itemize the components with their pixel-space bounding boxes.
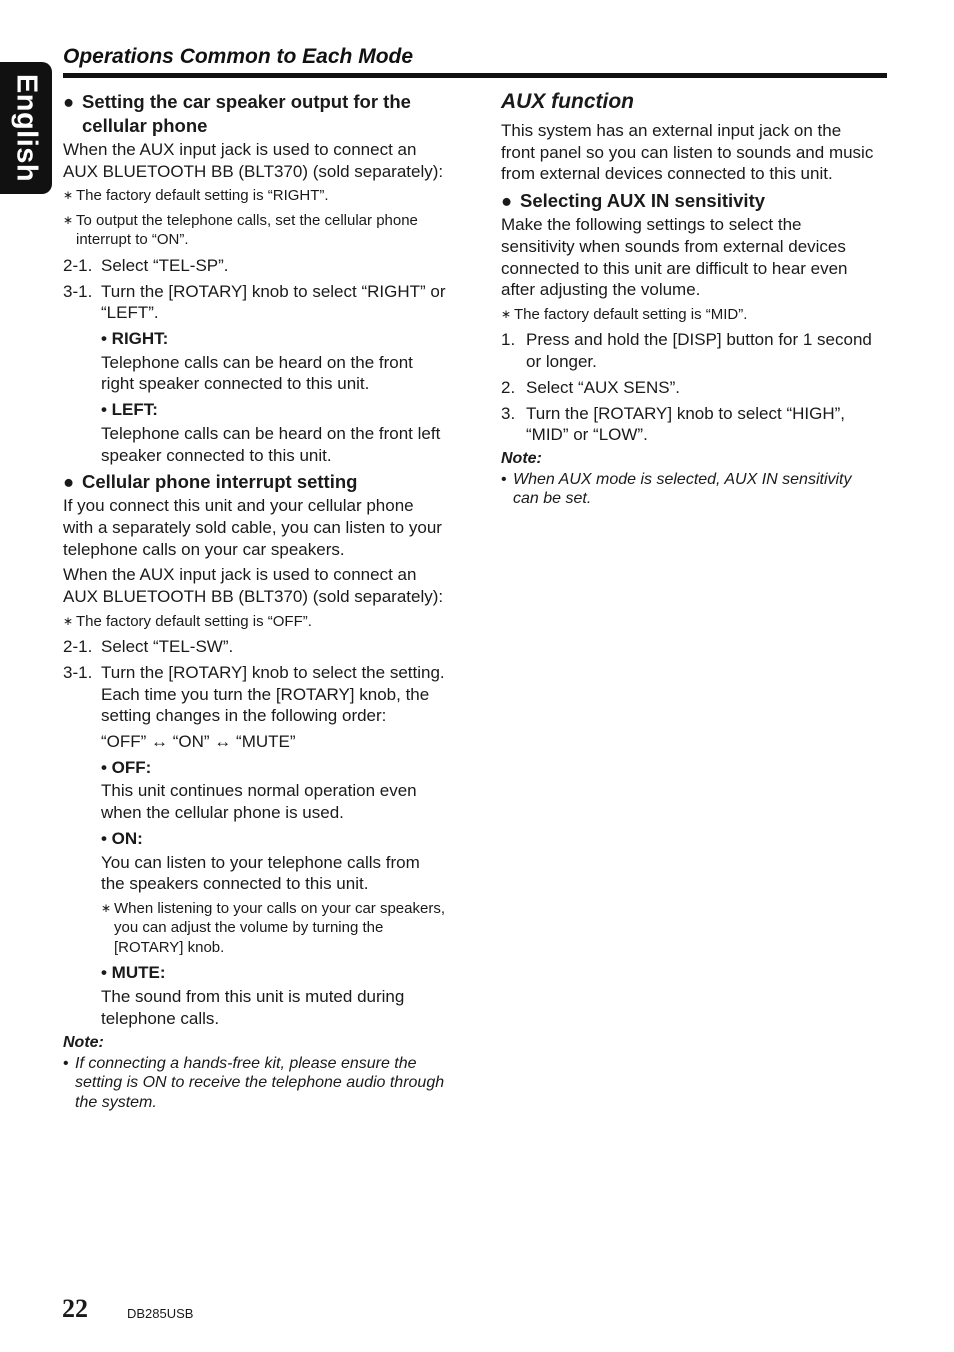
step-text: Select “TEL-SP”. [101, 255, 229, 275]
left-column [63, 90, 448, 1112]
option-label: • LEFT: [101, 400, 158, 420]
paragraph: If you connect this unit and your cellular phone with a separately sold cable, you can listen to your telephone calls on your car speakers. [63, 496, 442, 559]
note-heading: Note: [63, 1033, 104, 1051]
step [501, 377, 876, 399]
asterisk-icon: ∗ [63, 212, 74, 227]
section-title: AUX function [501, 90, 634, 113]
language-tab-label: English [10, 73, 43, 183]
paragraph: When the AUX input jack is used to connect an AUX BLUETOOTH BB (BLT370) (sold separately): [63, 140, 444, 181]
bullet-icon: • [63, 1054, 69, 1072]
step-text: Press and hold the [DISP] button for 1 second or longer. [526, 330, 872, 372]
paragraph: Make the following settings to select the sensitivity when sounds from external devices connected to this unit are difficult to hear even after adjusting the volume. [501, 215, 848, 300]
option-text: Telephone calls can be heard on the front right speaker connected to this unit. [101, 352, 413, 394]
step-text: Select “AUX SENS”. [526, 377, 680, 397]
language-tab [0, 62, 52, 194]
step-number: 2-1. [63, 637, 93, 657]
step-text: Turn the [ROTARY] knob to select “RIGHT” or “LEFT”. [101, 281, 446, 323]
header-rule [63, 73, 887, 78]
option-label: • RIGHT: [101, 329, 169, 349]
step-number: 2. [501, 377, 516, 397]
asterisk-note: ∗ To output the telephone calls, set the cellular phone interrupt to “ON”. [63, 211, 418, 249]
step-text: Turn the [ROTARY] knob to select the setting. Each time you turn the [ROTARY] knob, the setting changes in the following order: [101, 662, 445, 726]
option-label: • OFF: [101, 757, 152, 777]
section-heading: ● Cellular phone interrupt setting [63, 471, 358, 493]
step-number: 3-1. [63, 281, 93, 301]
factory-default-note: ∗ The factory default setting is “MID”. [501, 305, 748, 323]
step-text: Select “TEL-SW”. [101, 637, 234, 657]
bullet-icon: • [501, 470, 507, 488]
bullet-icon: ● [501, 190, 513, 212]
step-number: 3. [501, 403, 516, 423]
note-heading: Note: [501, 449, 542, 467]
step [63, 662, 448, 727]
note: • If connecting a hands-free kit, please ensure the setting is ON to receive the telephone audio through the system. [63, 1054, 445, 1111]
step [63, 281, 448, 324]
bullet-icon: ● [63, 91, 75, 112]
page-header: Operations Common to Each Mode [63, 45, 414, 68]
option-text: You can listen to your telephone calls from the speakers connected to this unit. [101, 852, 420, 894]
asterisk-icon: ∗ [101, 900, 112, 915]
step-number: 2-1. [63, 255, 93, 275]
asterisk-icon: ∗ [63, 188, 74, 203]
option-label: • MUTE: [101, 963, 166, 983]
step-number: 1. [501, 330, 516, 350]
setting-order: “OFF” ↔ “ON” ↔ “MUTE” [101, 732, 296, 752]
bullet-icon: ● [63, 471, 75, 493]
step-number: 3-1. [63, 662, 93, 682]
option-list [63, 328, 448, 466]
option-list [63, 731, 448, 1030]
asterisk-note: ∗ When listening to your calls on your car speakers, you can adjust the volume by turning the [ROTARY] knob. [101, 899, 445, 956]
model-number: DB285USB [127, 1306, 194, 1321]
note: • When AUX mode is selected, AUX IN sensitivity can be set. [501, 470, 852, 508]
page-number: 22 [62, 1294, 88, 1323]
section-heading: ● Setting the car speaker output for the cellular phone [63, 91, 411, 136]
paragraph: When the AUX input jack is used to connect an AUX BLUETOOTH BB (BLT370) (sold separately): [63, 565, 444, 607]
paragraph: This system has an external input jack on the front panel so you can listen to sounds and music from external devices connected to this unit. [501, 121, 874, 184]
step [501, 403, 876, 446]
option-text: This unit continues normal operation even when the cellular phone is used. [101, 781, 417, 823]
step-text: Turn the [ROTARY] knob to select “HIGH”, “MID” or “LOW”. [526, 403, 846, 445]
factory-default-note: ∗ The factory default setting is “OFF”. [63, 612, 312, 630]
option-text: Telephone calls can be heard on the front left speaker connected to this unit. [101, 423, 441, 465]
factory-default-note: ∗ The factory default setting is “RIGHT”. [63, 187, 329, 205]
right-column [501, 90, 876, 509]
section-heading: ● Selecting AUX IN sensitivity [501, 190, 766, 212]
asterisk-icon: ∗ [501, 306, 512, 321]
option-text: The sound from this unit is muted during telephone calls. [101, 987, 405, 1028]
step [63, 636, 448, 658]
step [63, 255, 448, 277]
option-label: • ON: [101, 828, 143, 848]
step [501, 329, 876, 372]
asterisk-icon: ∗ [63, 613, 74, 628]
